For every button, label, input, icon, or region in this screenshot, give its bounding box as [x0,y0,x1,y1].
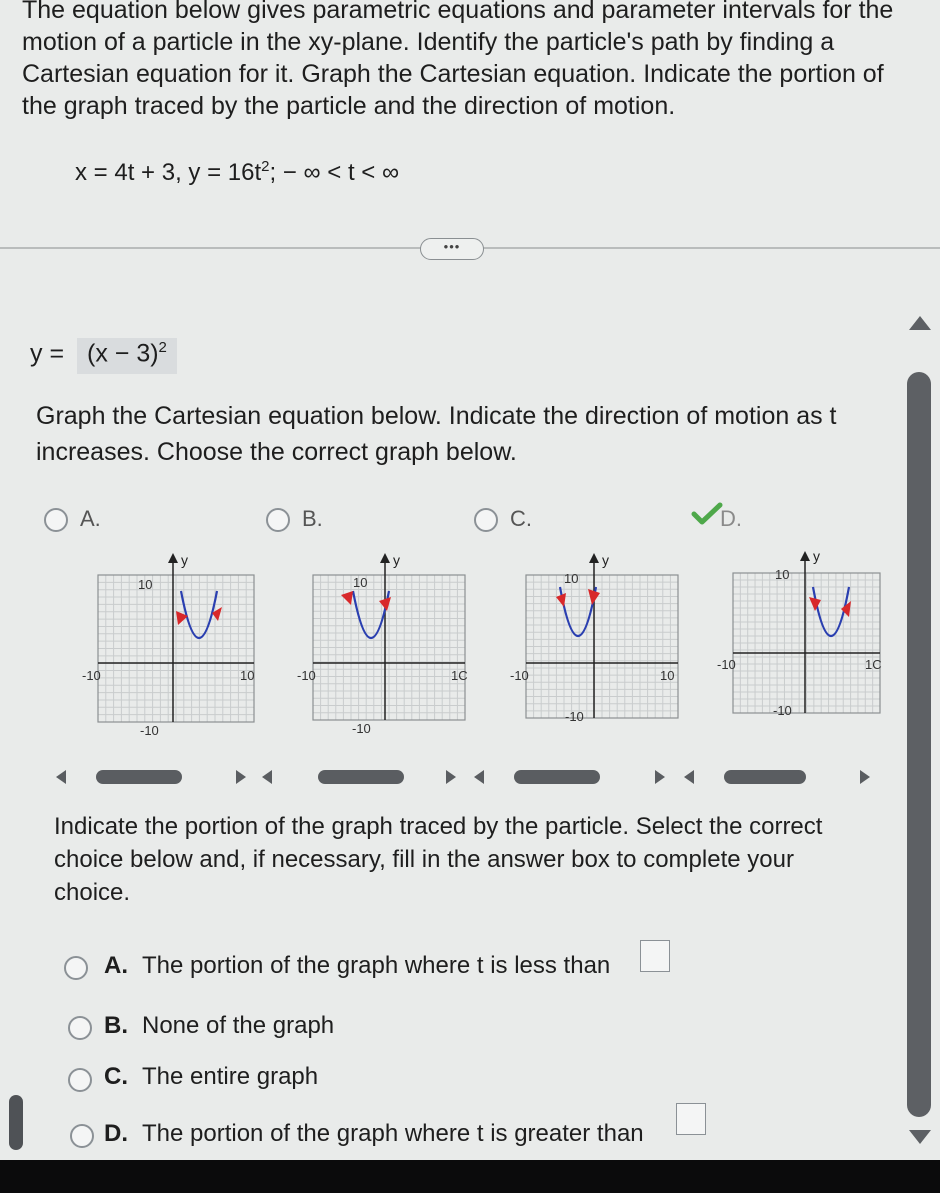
answer-box[interactable] [77,338,177,374]
scroll-down-arrow-icon[interactable] [909,1130,931,1144]
graph-b-scroll-left[interactable] [262,770,272,784]
graph-b-svg [295,545,485,735]
graph-b-xright: 1C [451,668,468,683]
graph-b-arrow-left [341,591,353,605]
graph-d-xleft: -10 [717,657,736,672]
graph-c-scroll-right[interactable] [655,770,665,784]
equation-exponent: 2 [261,158,270,175]
graph-option-a[interactable] [80,545,270,735]
graph-d-ytop: 10 [775,567,790,582]
graph-c-scroll-left[interactable] [474,770,484,784]
portion-option-c-text: The entire graph [142,1063,319,1090]
graph-option-c[interactable] [508,545,698,735]
screen-bezel [0,1160,940,1193]
scroll-up-arrow-icon[interactable] [909,316,931,330]
graph-a-scroll-left[interactable] [56,770,66,784]
portion-option-c-letter: C. [104,1063,128,1090]
graph-b-ytop: 10 [353,575,368,590]
portion-option-d-text: The portion of the graph where t is greater than [142,1120,644,1147]
graph-a-xleft: -10 [82,668,101,683]
graph-option-c-label: C. [510,506,532,531]
graph-d-grid [733,573,880,713]
graph-d-yaxis-label: y [813,548,820,564]
portion-option-d-radio[interactable] [70,1124,94,1148]
graph-d-scrollbar[interactable] [724,770,806,784]
graph-a-scrollbar[interactable] [96,770,182,784]
vertical-scrollbar[interactable] [907,372,931,1117]
graph-option-b-radio[interactable] [266,508,290,532]
portion-d-answer-box[interactable] [676,1103,706,1135]
portion-option-b-radio[interactable] [68,1016,92,1040]
equation-interval: ; − ∞ < t < ∞ [269,159,400,186]
graph-b-xleft: -10 [297,668,316,683]
graph-a-scroll-right[interactable] [236,770,246,784]
portion-option-a-text: The portion of the graph where t is less than [142,952,611,979]
graph-b-grid [313,575,465,720]
graph-b-ybottom: -10 [352,721,371,735]
graph-option-a-radio[interactable] [44,508,68,532]
graph-c-ybottom: -10 [565,709,584,724]
graph-option-d[interactable] [715,545,905,735]
graph-option-c-radio[interactable] [474,508,498,532]
graph-d-scroll-right[interactable] [860,770,870,784]
graph-option-d-label: D. [720,506,742,531]
answer-value: (x − 3) [87,339,159,368]
portion-option-d-letter: D. [104,1120,128,1147]
portion-option-b-letter: B. [104,1012,128,1039]
question-text: The equation below gives parametric equations and parameter intervals for the motion of a particle in the xy-plane. Identify the particle's path by finding a Cartesian equation for it. Graph the Cartesian equation. Indicate the portion of the graph traced by the particle and the direction of motion. [22,0,894,120]
answer-exponent: 2 [158,339,167,356]
graph-c-grid [526,575,678,718]
graph-d-arrow-left [809,597,821,611]
graph-d-ybottom: -10 [773,703,792,718]
graph-b-scrollbar[interactable] [318,770,404,784]
graph-b-yaxis-label: y [393,552,400,568]
graph-b-scroll-right[interactable] [446,770,456,784]
graph-a-xright: 10 [240,668,255,683]
answer-prefix: y = [30,339,65,368]
portion-option-d-label [104,1120,644,1148]
expand-more-button[interactable]: ••• [420,238,484,260]
graph-a-yaxis-label: y [181,552,188,568]
portion-option-a-letter: A. [104,952,128,979]
left-scroll-handle[interactable] [9,1095,23,1150]
portion-option-a-radio[interactable] [64,956,88,980]
portion-instruction: Indicate the portion of the graph traced by the particle. Select the correct choice below and, if necessary, fill in the answer box to complete your choice. [54,813,823,906]
equation-base: x = 4t + 3, y = 16t [75,159,262,186]
graph-option-b[interactable] [295,545,485,735]
graph-d-svg [715,545,905,735]
portion-a-answer-box[interactable] [640,940,670,972]
parametric-equation [75,158,399,187]
selected-check-icon [690,502,724,526]
graph-a-ytop: 10 [138,577,153,592]
graph-c-yaxis-label: y [602,552,609,568]
graph-option-b-label: B. [302,506,323,531]
graph-d-scroll-left[interactable] [684,770,694,784]
portion-option-c-label [104,1063,318,1091]
portion-option-a-label [104,952,610,980]
graph-instruction: Graph the Cartesian equation below. Indicate the direction of motion as t increases. Choose the correct graph below. [36,402,837,466]
graph-c-xleft: -10 [510,668,529,683]
graph-a-ybottom: -10 [140,723,159,735]
portion-option-b-label [104,1012,334,1040]
graph-c-xright: 10 [660,668,675,683]
portion-option-c-radio[interactable] [68,1068,92,1092]
graph-d-xright: 1C [865,657,882,672]
graph-a-grid [98,575,254,722]
portion-option-b-text: None of the graph [142,1012,335,1039]
graph-option-a-label: A. [80,506,101,531]
graph-c-ytop: 10 [564,571,579,586]
graph-a-svg [80,545,270,735]
graph-c-scrollbar[interactable] [514,770,600,784]
cartesian-answer-row [30,338,177,374]
graph-c-svg [508,545,698,735]
